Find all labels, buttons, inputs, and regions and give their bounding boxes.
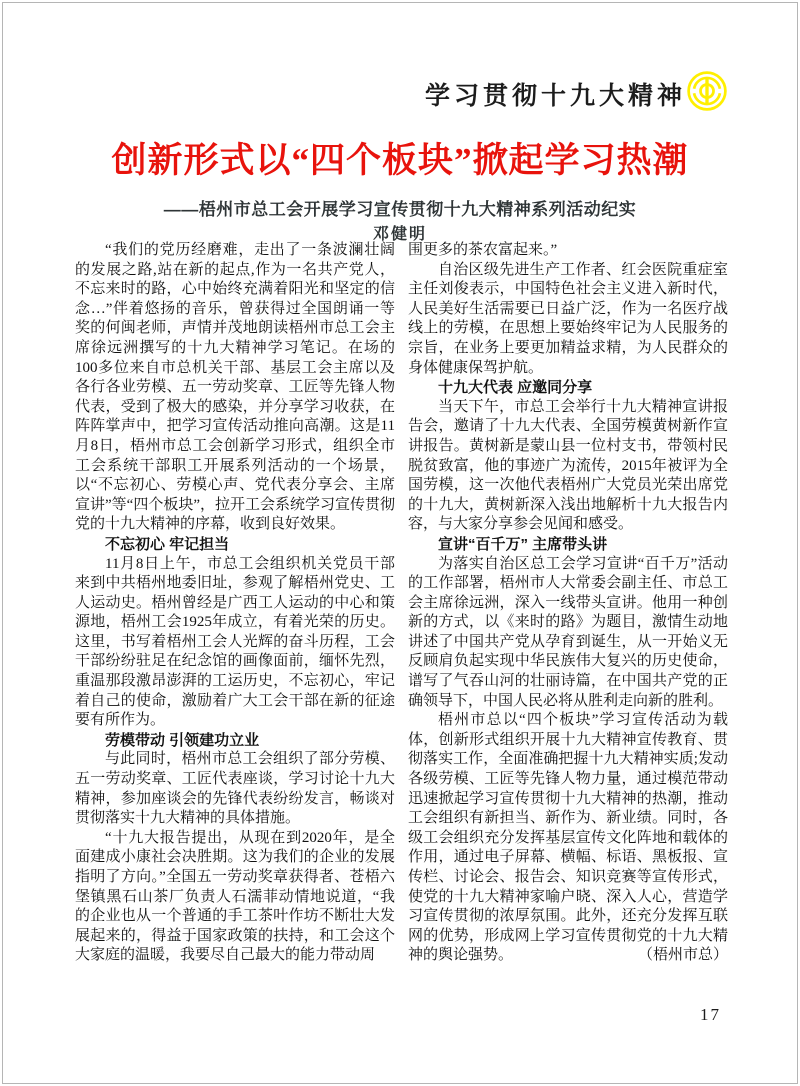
section-heading: 不忘初心 牢记担当 xyxy=(105,535,230,553)
article-title: 创新形式以“四个板块”掀起学习热潮 xyxy=(111,141,689,180)
section-heading: 宣讲“百千万” 主席带头讲 xyxy=(438,535,608,553)
article-body xyxy=(75,241,728,966)
banner-slogan: 学习贯彻十九大精神 xyxy=(424,82,686,110)
column-right xyxy=(408,241,728,966)
paragraph: “十九大报告提出，从现在到2020年，是全面建成小康社会决胜期。这为我们的企业的发展指明了方向。”全国五一劳动奖章获得者、苍梧六堡镇黑石山茶厂负责人石濡菲动情地说道，“我的企业也从一个普通的手工茶叶作坊不断壮大发展起来的，得益于国家政策的扶持，和工会这个大家庭的温暖，我要尽自己最大的能力带动周 xyxy=(75,829,395,964)
article-author: 邓健明 xyxy=(372,226,427,243)
paragraph: 自治区级先进生产工作者、红会医院重症室主任刘俊表示，中国特色社会主义进入新时代，人民美好生活需要已日益广泛，作为一名医疗战线上的劳模，在思想上要始终牢记为人民服务的宗旨，在业务上要更加精益求精，为人民群众的身体健康保驾护航。 xyxy=(408,261,728,376)
paragraph: 为落实自治区总工会学习宣讲“百千万”活动的工作部署，梧州市人大常委会副主任、市总工会主席徐远洲，深入一线带头宣讲。他用一种创新的方式，以《来时的路》为题目，激情生动地讲述了中国共产党从孕育到诞生，从一开始义无反顾肩负起实现中华民族伟大复兴的历史使命，谱写了气吞山河的壮丽诗篇，在中国共产党的正确领导下，中国人民必将从胜利走向新的胜利。 xyxy=(408,555,728,709)
attribution: （梧州市总） xyxy=(637,947,728,964)
section-heading: 劳模带动 引领建功立业 xyxy=(105,731,260,749)
page-number: 17 xyxy=(700,1005,721,1024)
paragraph: 当天下午，市总工会举行十九大精神宣讲报告会，邀请了十九大代表、全国劳模黄树新作宣讲报告。黄树新是蒙山县一位村支书，带领村民脱贫致富，他的事迹广为流传，2015年被评为全国劳模，这一次他代表梧州广大党员光荣出席党的十九大，黄树新深入浅出地解析十九大报告内容，与大家分享参会见闻和感受。 xyxy=(408,398,728,533)
paragraph: 围更多的茶农富起来。” xyxy=(408,242,558,258)
paragraph: 11月8日上午，市总工会组织机关党员干部来到中共梧州地委旧址，参观了解梧州党史、工人运动史。梧州曾经是广西工人运动的中心和策源地，梧州工会1925年成立，有着光荣的历史。这里，书写着梧州工会人光辉的奋斗历程，工会干部纷纷驻足在纪念馆的画像面前，缅怀先烈，重温那段激昂澎湃的工运历史，不忘初心，牢记着自己的使命，激励着广大工会干部在新的征途要有所作为。 xyxy=(75,555,395,729)
paragraph: “我们的党历经磨难，走出了一条波澜壮阔的发展之路,站在新的起点,作为一名共产党人，不忘来时的路，心中始终充满着阳光和坚定的信念…”伴着悠扬的音乐，曾获得过全国朗诵一等奖的何闽老师，声情并茂地朗读梧州市总工会主席徐远洲撰写的十九大精神学习笔记。在场的100多位来自市总机关干部、基层工会主席以及各行各业劳模、五一劳动奖章、工匠等先锋人物代表，受到了极大的感染，并分享学习收获，在阵阵掌声中，把学习宣传活动推向高潮。这是11月8日，梧州市总工会创新学习形式，组织全市工会系统干部职工开展系列活动的一个场景，以“不忘初心、劳模心声、党代表分享会、主席宣讲”等“四个板块”，拉开工会系统学习宣传贯彻党的十九大精神的序幕，收到良好效果。 xyxy=(75,242,395,533)
paragraph: 与此同时，梧州市总工会组织了部分劳模、五一劳动奖章、工匠代表座谈，学习讨论十九大精神，参加座谈会的先锋代表纷纷发言，畅谈对贯彻落实十九大精神的具体措施。 xyxy=(75,751,395,827)
trade-union-logo-icon xyxy=(686,70,728,112)
article-subtitle: ——梧州市总工会开展学习宣传贯彻十九大精神系列活动纪实 xyxy=(163,200,637,219)
paragraph: 梧州市总以“四个板块”学习宣传活动为载体，创新形式组织开展十九大精神宣传教育、贯彻落实工作，全面准确把握十九大精神实质;发动各级劳模、工匠等先锋人物力量，通过模范带动迅速掀起学习宣传贯彻十九大精神的热潮，推动工会组织有新担当、新作为、新业绩。同时，各级工会组织充分发挥基层宣传文化阵地和载体的作用，通过电子屏幕、横幅、标语、黑板报、宣传栏、讨论会、报告会、知识竞赛等宣传形式，使党的十九大精神家喻户晓、深入人心，营造学习宣传贯彻的浓厚氛围。此外，还充分发挥互联网的优势，形成网上学习宣传贯彻党的十九大精神的舆论强势。 （梧州市总） xyxy=(408,711,728,966)
section-heading: 十九大代表 应邀同分享 xyxy=(438,379,593,397)
page-header xyxy=(425,70,728,112)
column-left xyxy=(75,241,395,966)
